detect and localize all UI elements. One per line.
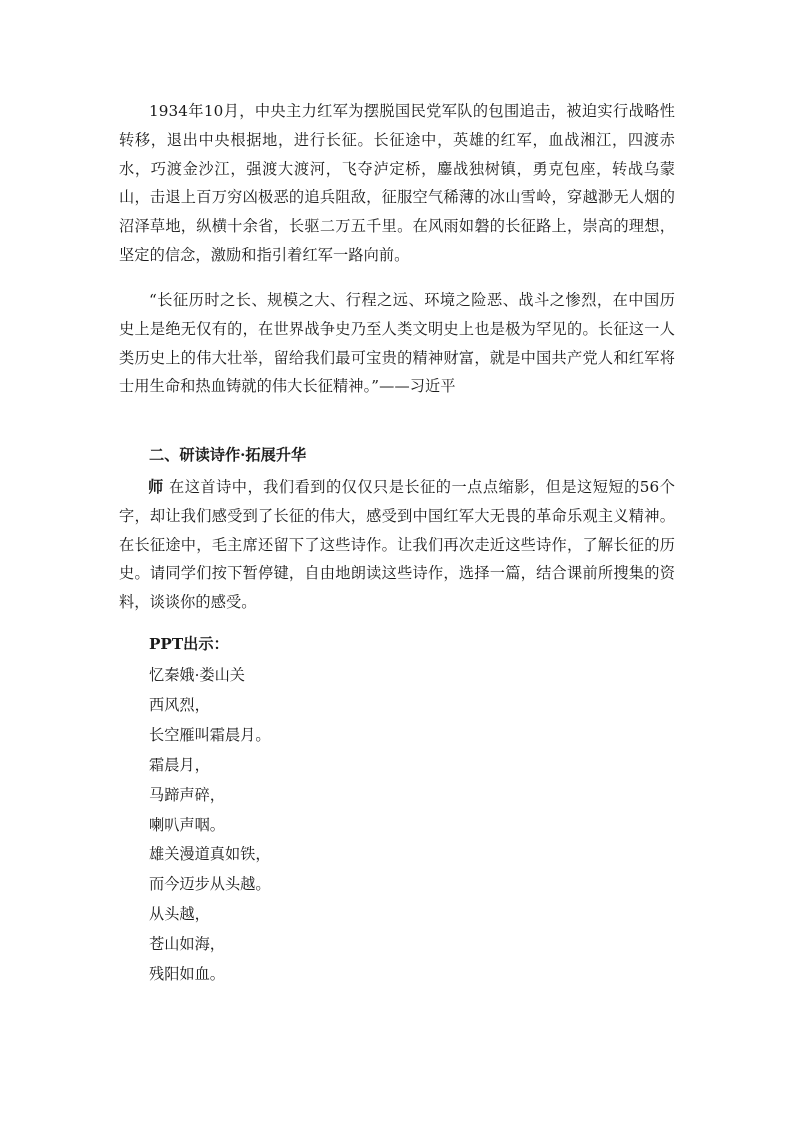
poem-line: 长空雁叫霜晨月。	[149, 725, 271, 744]
intro-paragraph-history: 1934年10月，中央主力红军为摆脱国民党军队的包围追击，被迫实行战略性转移，退出中央根据地，进行长征。长征途中，英雄的红军，血战湘江，四渡赤水，巧渡金沙江，强渡大渡河，飞夺泸定桥，鏖战独树镇，勇克包座，转战乌蒙山，击退上百万穷凶极恶的追兵阻敌，征服空气稀薄的冰山雪岭，穿越渺无人烟的沼泽草地，纵横十余省，长驱二万五千里。在风雨如磐的长征路上，崇高的理想，坚定的信念，激励和指引着红军一路向前。	[119, 102, 675, 264]
poem-line: 霜晨月，	[149, 755, 210, 774]
teacher-label: 师	[148, 478, 164, 496]
poem-line: 苍山如海，	[149, 935, 225, 954]
poem-line: 从头越，	[149, 905, 210, 924]
poem-line: 而今迈步从头越。	[149, 875, 271, 894]
poem-line: 雄关漫道真如铁，	[149, 845, 271, 864]
ppt-label: PPT出示：	[149, 635, 229, 653]
poem-line: 西风烈，	[149, 695, 210, 714]
poem-line: 马蹄声碎，	[149, 785, 225, 804]
intro-paragraph-quote: “长征历时之长、规模之大、行程之远、环境之险恶、战斗之惨烈，在中国历史上是绝无仅有的，在世界战争史乃至人类文明史上也是极为罕见的。长征这一人类历史上的伟大壮举，留给我们最可宝贵的精神财富，就是中国共产党人和红军将士用生命和热血铸就的伟大长征精神。”——习近平	[119, 291, 675, 396]
poem-title: 忆秦娥·娄山关	[149, 666, 245, 684]
teacher-text: 在这首诗中，我们看到的仅仅只是长征的一点点缩影，但是这短短的56个字，却让我们感受到了长征的伟大，感受到中国红军大无畏的革命乐观主义精神。在长征途中，毛主席还留下了这些诗作。让我们再次走近这些诗作，了解长征的历史。请同学们按下暂停键，自由地朗读这些诗作，选择一篇，结合课前所搜集的资料，谈谈你的感受。	[119, 478, 675, 612]
teacher-paragraph	[119, 473, 675, 617]
section-heading: 二、研读诗作·拓展升华	[149, 446, 307, 464]
poem-line: 喇叭声咽。	[149, 815, 225, 834]
poem-line: 残阳如血。	[149, 965, 225, 984]
poem	[149, 661, 271, 990]
